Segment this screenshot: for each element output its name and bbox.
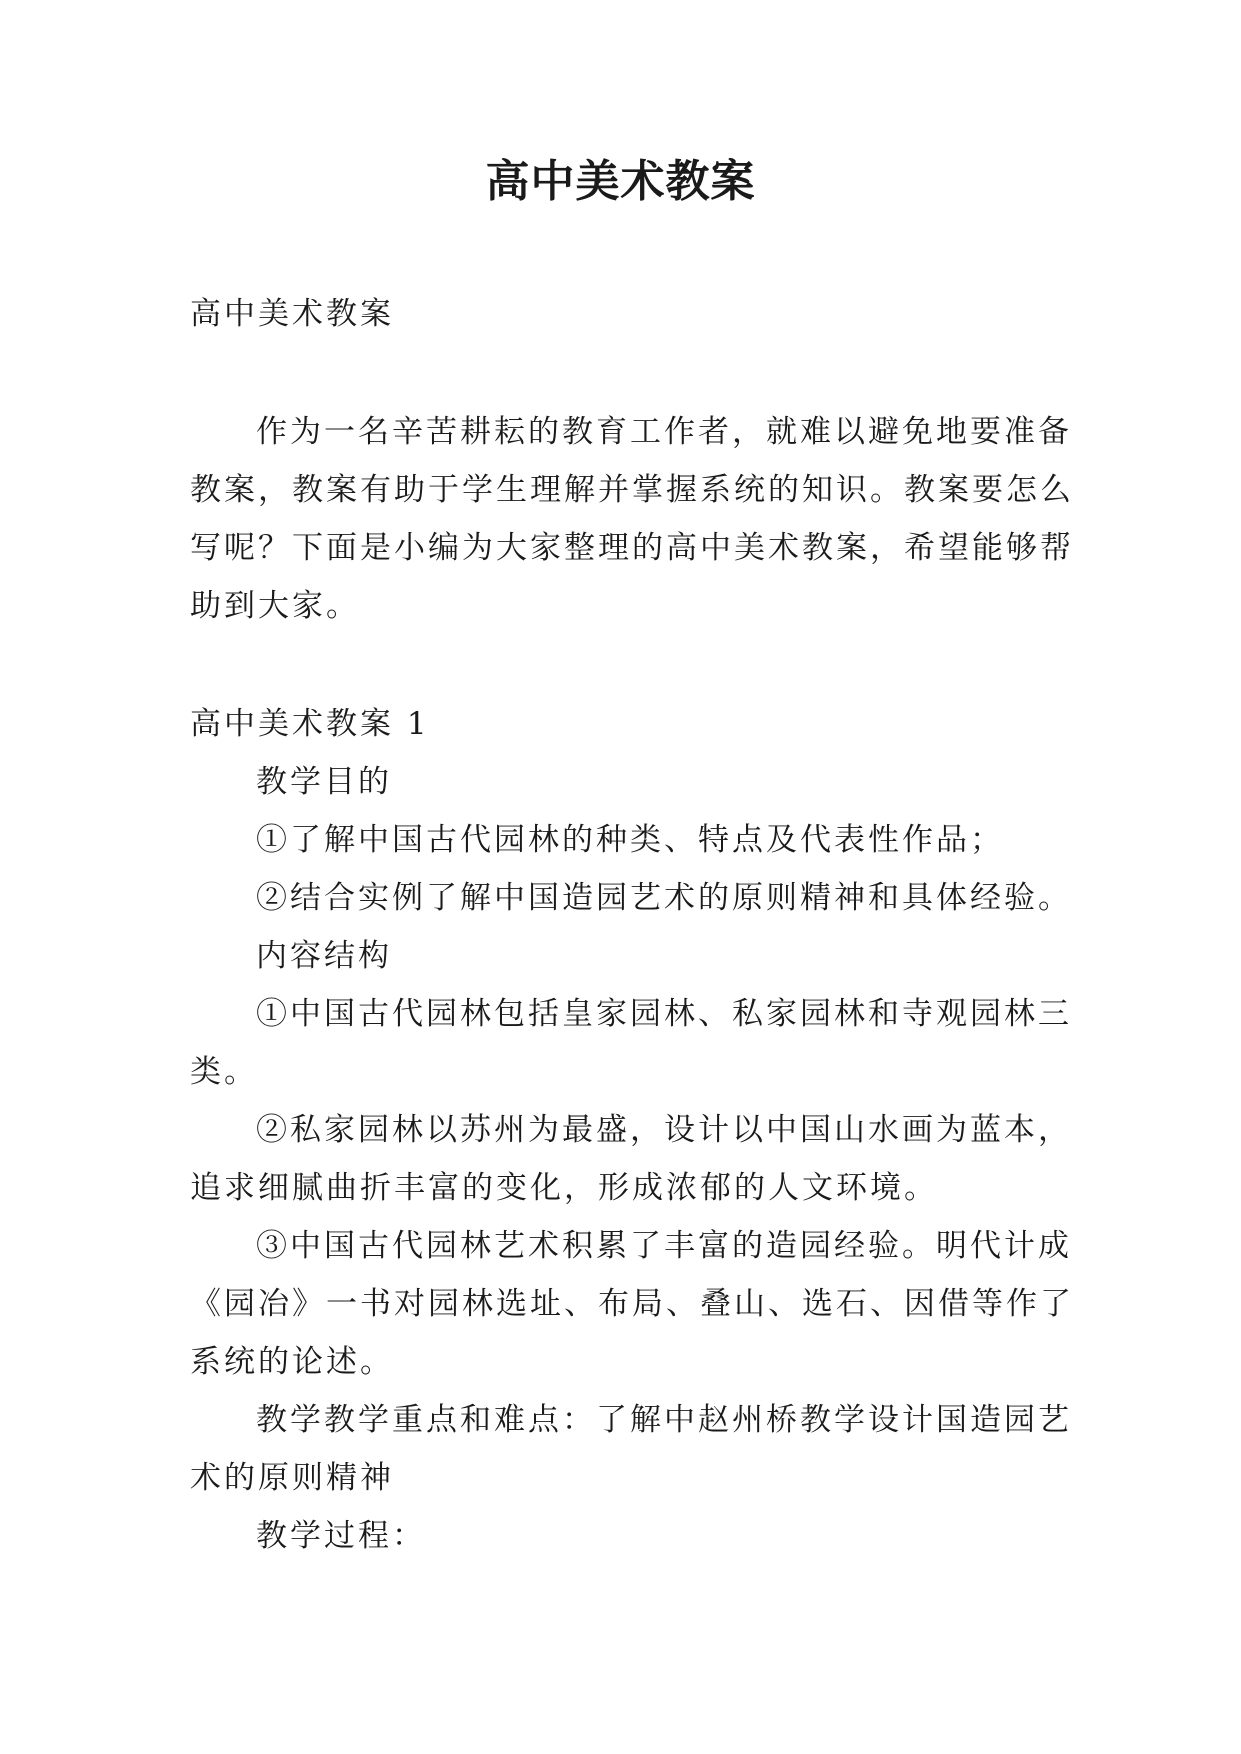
section-heading: 高中美术教案 1: [190, 706, 430, 742]
paragraph-line: 写呢？下面是小编为大家整理的高中美术教案，希望能够帮: [190, 530, 1074, 566]
list-item: ①中国古代园林包括皇家园林、私家园林和寺观园林三: [256, 996, 1072, 1032]
paragraph-line: 教案，教案有助于学生理解并掌握系统的知识。教案要怎么: [190, 472, 1074, 508]
list-item: ③中国古代园林艺术积累了丰富的造园经验。明代计成: [256, 1228, 1072, 1264]
paragraph-line: 教学教学重点和难点：了解中赵州桥教学设计国造园艺: [256, 1402, 1072, 1438]
list-item: ②结合实例了解中国造园艺术的原则精神和具体经验。: [256, 880, 1072, 916]
subheading: 教学过程：: [256, 1518, 426, 1554]
list-item: ②私家园林以苏州为最盛，设计以中国山水画为蓝本，: [256, 1112, 1072, 1148]
subtitle: 高中美术教案: [190, 296, 394, 332]
list-item-continuation: 类。: [190, 1054, 258, 1090]
paragraph-line: 作为一名辛苦耕耘的教育工作者，就难以避免地要准备: [256, 414, 1072, 450]
list-item-continuation: 《园冶》一书对园林选址、布局、叠山、选石、因借等作了: [190, 1286, 1074, 1322]
list-item-continuation: 系统的论述。: [190, 1344, 394, 1380]
paragraph-line: 术的原则精神: [190, 1460, 394, 1496]
document-title: 高中美术教案: [485, 156, 756, 207]
paragraph-line: 助到大家。: [190, 588, 360, 624]
list-item-continuation: 追求细腻曲折丰富的变化，形成浓郁的人文环境。: [190, 1170, 938, 1206]
subheading: 内容结构: [256, 938, 392, 974]
subheading: 教学目的: [256, 764, 392, 800]
list-item: ①了解中国古代园林的种类、特点及代表性作品；: [256, 822, 1004, 858]
